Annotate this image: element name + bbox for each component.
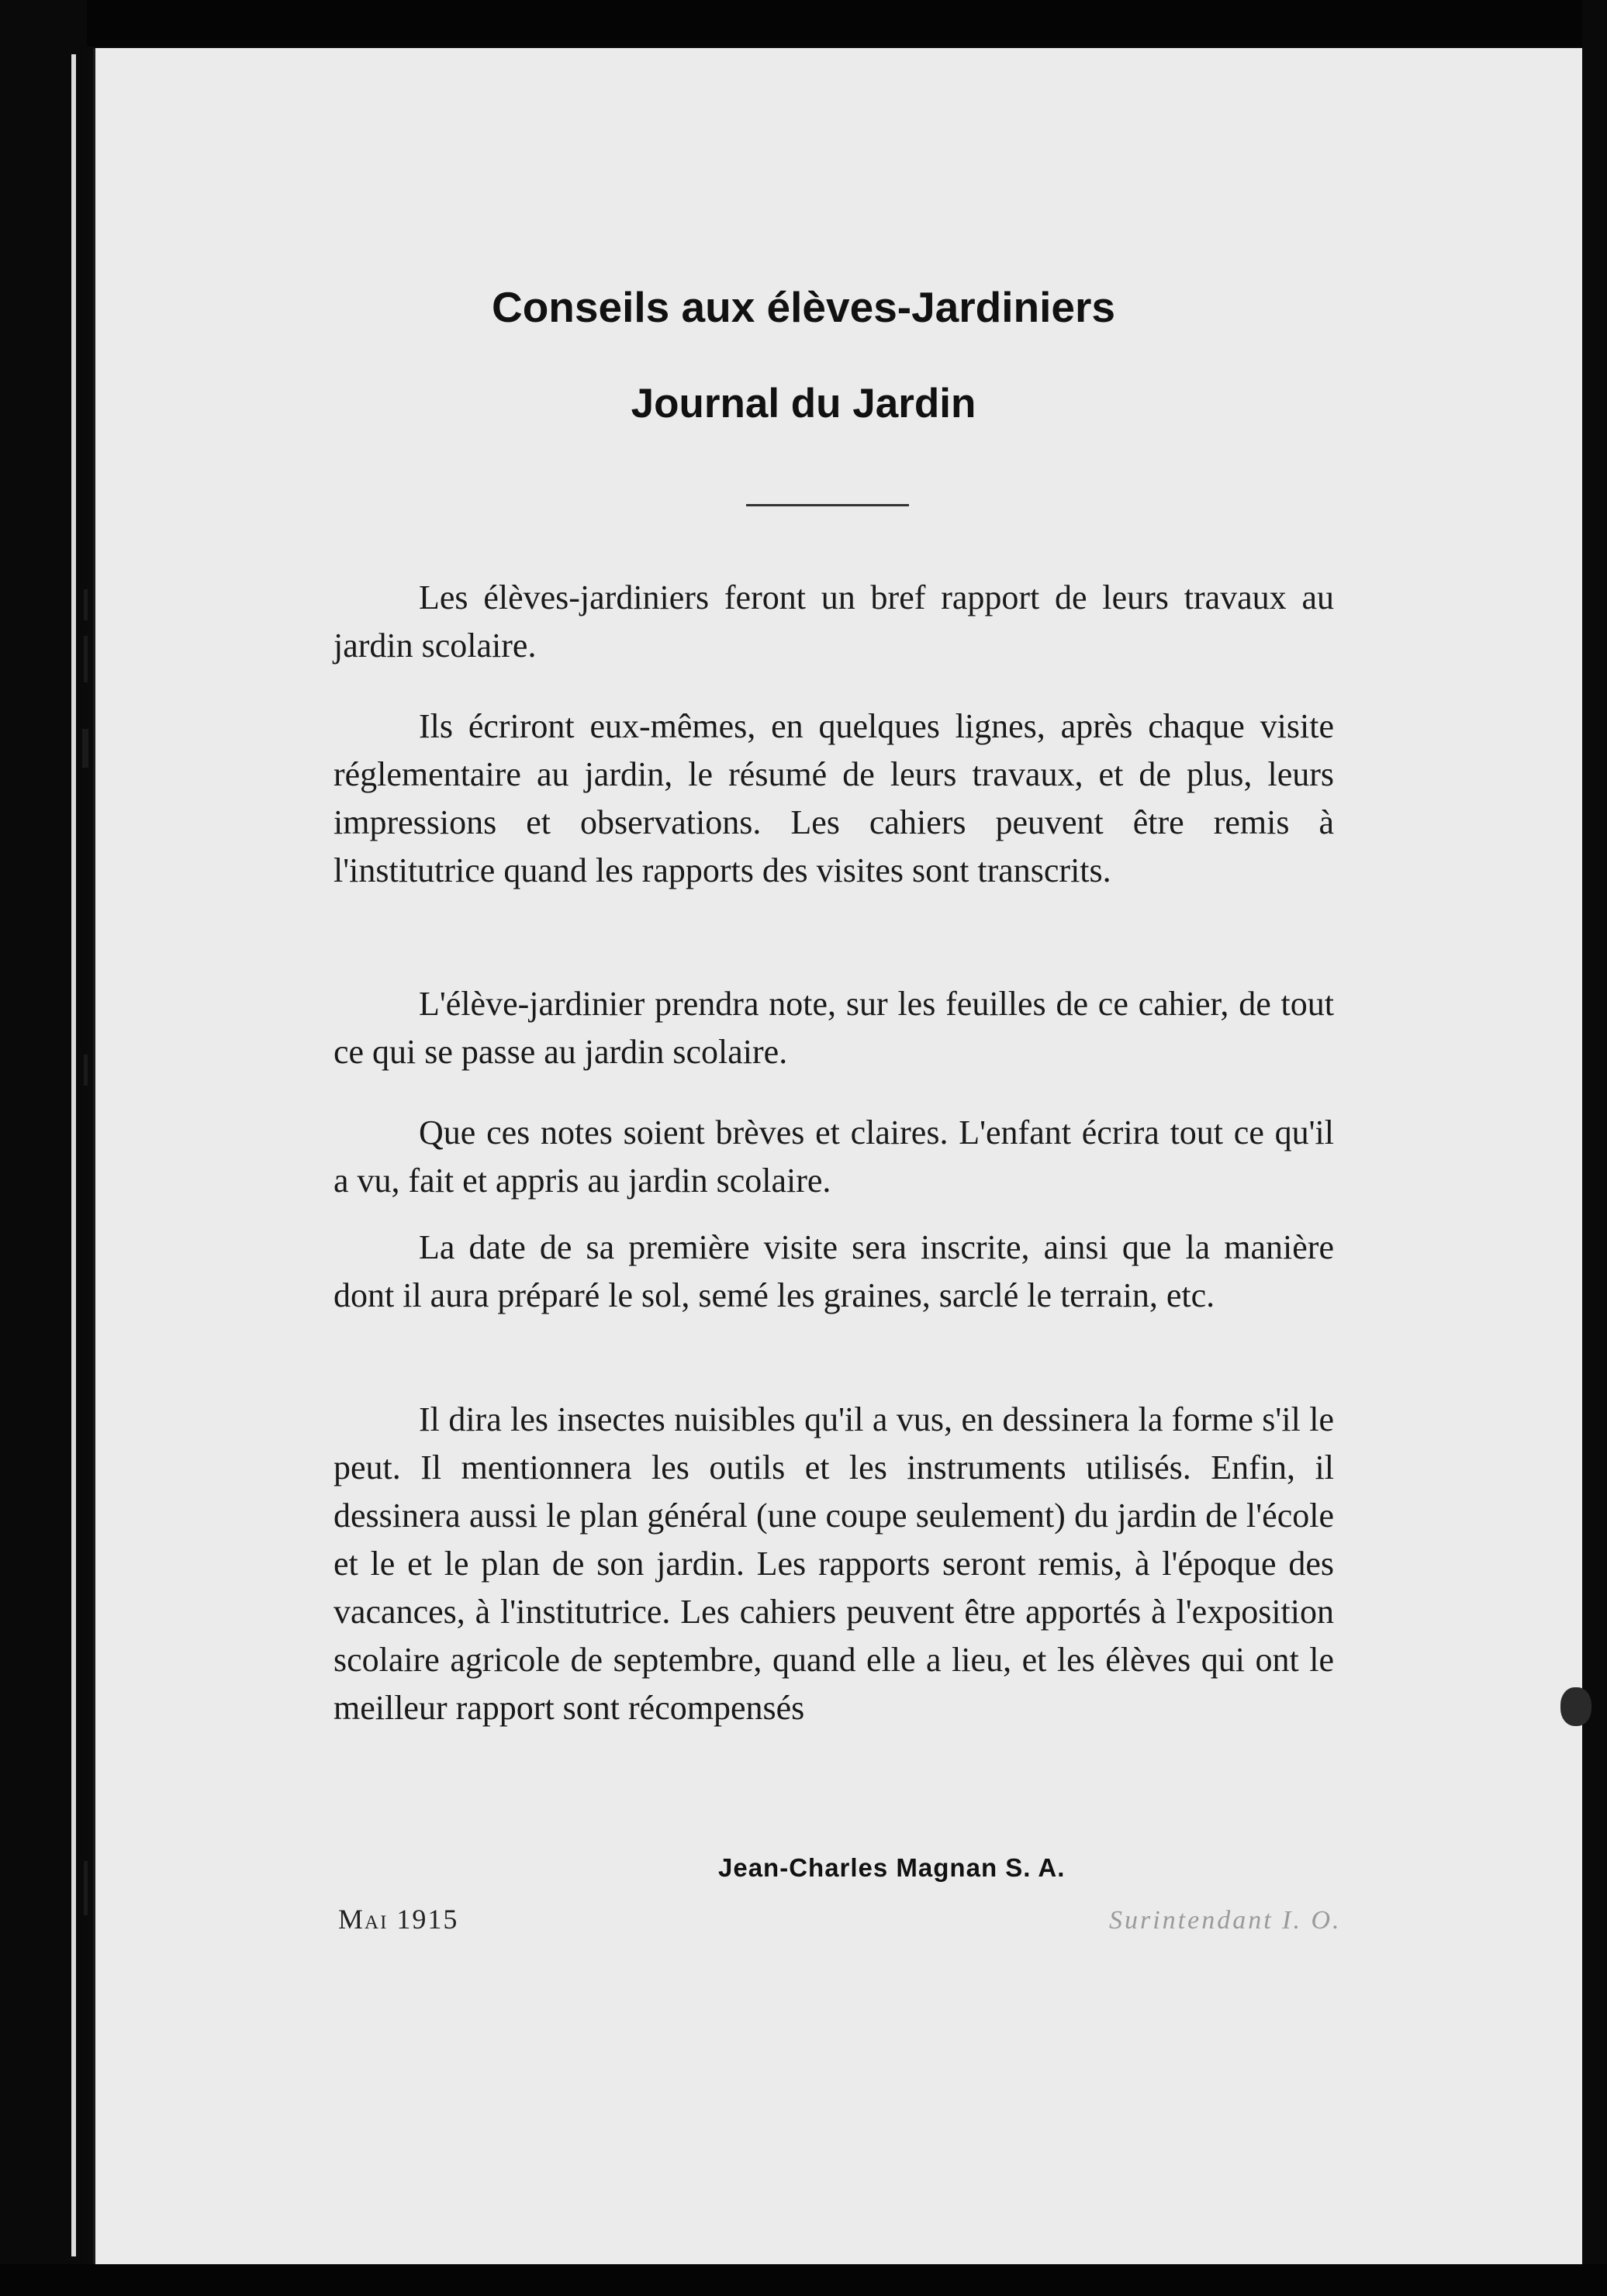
margin-mark (82, 729, 88, 768)
paragraph-2: Ils écriront eux-mêmes, en quelques lignes, après chaque visite réglementaire au jardin, le résumé de leurs travaux, et de plus, leurs impressions et observations. Les cahiers peuvent être remis à l'institutrice quand les rapports des visites sont transcrits. (333, 707, 1334, 889)
ink-blot (1560, 1687, 1591, 1726)
margin-mark (84, 589, 88, 620)
margin-mark (84, 1861, 88, 1915)
paragraph-3: L'élève-jardinier prendra note, sur les feuilles de ce cahier, de tout ce qui se passe au jardin scolaire. (333, 985, 1334, 1071)
faint-title-note: Surintendant I. O. (1109, 1906, 1342, 1935)
scan-right-border (1582, 0, 1607, 2296)
paragraph-4: Que ces notes soient brèves et claires. L'enfant écrira tout ce qu'il a vu, fait et appris au jardin scolaire. (333, 1113, 1334, 1200)
document-date: Mai 1915 (338, 1904, 459, 1935)
paragraph-5: La date de sa première visite sera inscrite, ainsi que la manière dont il aura préparé le sol, semé les graines, sarclé le terrain, etc. (333, 1228, 1334, 1314)
margin-mark (84, 1055, 88, 1086)
margin-mark (84, 636, 88, 682)
title-divider (746, 504, 909, 506)
scan-top-border (0, 0, 1607, 47)
document-subtitle: Journal du Jardin (631, 381, 976, 426)
paragraph-1: Les élèves-jardiniers feront un bref rapport de leurs travaux au jardin scolaire. (333, 578, 1334, 665)
scan-bottom-border (0, 2264, 1607, 2296)
document-title: Conseils aux élèves-Jardiniers (491, 283, 1116, 331)
signature: Jean-Charles Magnan S. A. (718, 1853, 1066, 1882)
paragraph-6: Il dira les insectes nuisibles qu'il a vus, en dessinera la forme s'il le peut. Il mentionnera les outils et les instruments utilisés. Enfin, il dessinera aussi le plan général (une coupe seulement) du jardin de l'école et le et le plan de son jardin. Les rapports seront remis, à l'époque des vacances, à l'institutrice. Les cahiers peuvent être apportés à l'exposition scolaire agricole de septembre, quand elle a lieu, et les élèves qui ont le meilleur rapport sont récompensés (333, 1400, 1334, 1727)
